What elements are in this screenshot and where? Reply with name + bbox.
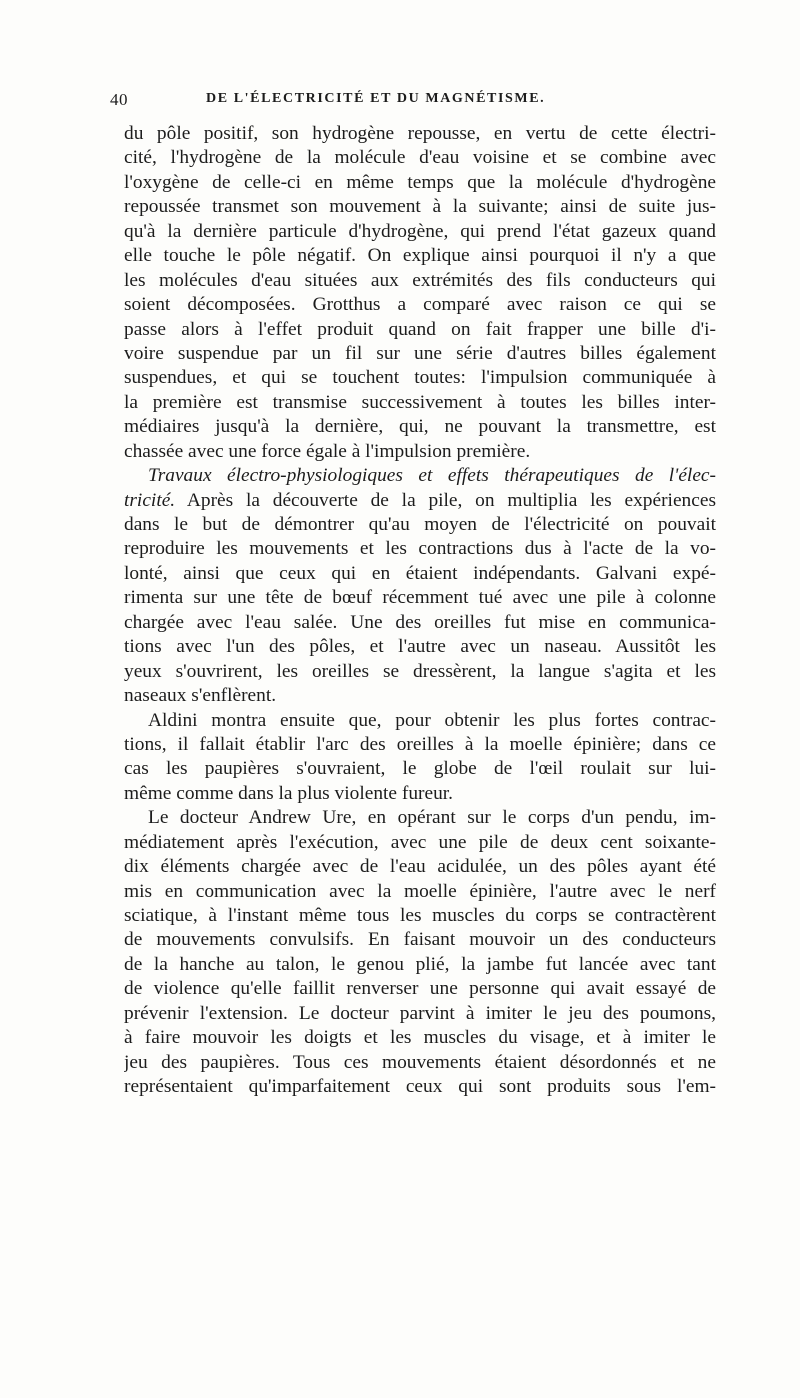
section-heading-italic: Travaux électro-physiologiques et effets thérapeutiques de l'élec-	[148, 465, 716, 487]
running-title: DE L'ÉLECTRICITÉ ET DU MAGNÉTISME.	[206, 91, 546, 106]
text-line: chassée avec une force égale à l'impulsion première.	[124, 440, 531, 462]
text-line: l'oxygène de celle-ci en même temps que la molécule d'hydrogène	[124, 171, 716, 193]
text-line: elle touche le pôle négatif. On explique ainsi pourquoi il n'y a que	[124, 245, 716, 267]
text-line: médiaires jusqu'à la dernière, qui, ne pouvant la transmettre, est	[124, 416, 716, 438]
paragraph-1	[124, 122, 716, 464]
paragraph-4	[124, 806, 716, 1099]
text-run: Après la découverte de la pile, on multiplia les expériences	[175, 489, 716, 511]
section-heading-italic: tricité.	[124, 489, 176, 511]
text-line: dans le but de démontrer qu'au moyen de l'électricité on pouvait	[124, 514, 716, 535]
text-line: même comme dans la plus violente fureur.	[124, 782, 454, 804]
text-line	[124, 489, 716, 513]
text-line: voire suspendue par un fil sur une série d'autres billes également	[124, 342, 716, 364]
text-line: cas les paupières s'ouvraient, le globe de l'œil roulait sur lui-	[124, 758, 716, 780]
running-head	[110, 90, 716, 120]
text-line: à faire mouvoir les doigts et les muscles du visage, et à imiter le	[124, 1027, 716, 1049]
paragraph-2	[124, 464, 716, 708]
text-line: du pôle positif, son hydrogène repousse, en vertu de cette électri-	[124, 123, 716, 144]
text-line: sciatique, à l'instant même tous les muscles du corps se contractèrent	[124, 905, 716, 926]
text-line: tions, il fallait établir l'arc des oreilles à la moelle épinière; dans ce	[124, 733, 716, 755]
text-line: mis en communication avec la moelle épinière, l'autre avec le nerf	[124, 880, 716, 902]
text-line: Aldini montra ensuite que, pour obtenir les plus fortes contrac-	[148, 709, 716, 731]
text-line: tions avec l'un des pôles, et l'autre avec un naseau. Aussitôt les	[124, 636, 716, 658]
text-line: cité, l'hydrogène de la molécule d'eau voisine et se combine avec	[124, 147, 716, 169]
text-line: passe alors à l'effet produit quand on fait frapper une bille d'i-	[124, 318, 716, 340]
text-line: jeu des paupières. Tous ces mouvements étaient désordonnés et ne	[124, 1051, 716, 1073]
text-line: rimenta sur une tête de bœuf récemment tué avec une pile à colonne	[124, 587, 716, 609]
text-line: soient décomposées. Grotthus a comparé avec raison ce qui se	[124, 294, 716, 316]
page-number: 40	[110, 90, 128, 109]
text-line	[124, 464, 716, 488]
text-line: de mouvements convulsifs. En faisant mouvoir un des conducteurs	[124, 929, 716, 951]
paragraph-3	[124, 709, 716, 807]
text-line: représentaient qu'imparfaitement ceux qui sont produits sous l'em-	[124, 1076, 716, 1098]
text-line: reproduire les mouvements et les contractions dus à l'acte de la vo-	[124, 538, 716, 560]
text-line: lonté, ainsi que ceux qui en étaient indépendants. Galvani expé-	[124, 562, 716, 584]
body-text	[124, 122, 716, 1100]
text-line: la première est transmise successivement à toutes les billes inter-	[124, 391, 716, 413]
text-line: qu'à la dernière particule d'hydrogène, qui prend l'état gazeux quand	[124, 220, 716, 242]
text-line: les molécules d'eau situées aux extrémités des fils conducteurs qui	[124, 269, 716, 291]
text-line: chargée avec l'eau salée. Une des oreilles fut mise en communica-	[124, 611, 716, 633]
text-line: Le docteur Andrew Ure, en opérant sur le corps d'un pendu, im-	[148, 807, 716, 829]
text-line: médiatement après l'exécution, avec une pile de deux cent soixante-	[124, 831, 716, 853]
text-line: de la hanche au talon, le genou plié, la jambe fut lancée avec tant	[124, 953, 716, 975]
text-line: dix éléments chargée avec de l'eau acidulée, un des pôles ayant été	[124, 856, 716, 878]
text-line: suspendues, et qui se touchent toutes: l'impulsion communiquée à	[124, 367, 716, 389]
text-line: de violence qu'elle faillit renverser une personne qui avait essayé de	[124, 978, 716, 1000]
text-line: repoussée transmet son mouvement à la suivante; ainsi de suite jus-	[124, 196, 716, 218]
text-line: prévenir l'extension. Le docteur parvint à imiter le jeu des poumons,	[124, 1002, 716, 1024]
text-line: naseaux s'enflèrent.	[124, 685, 277, 707]
text-line: yeux s'ouvrirent, les oreilles se dressèrent, la langue s'agita et les	[124, 660, 716, 682]
